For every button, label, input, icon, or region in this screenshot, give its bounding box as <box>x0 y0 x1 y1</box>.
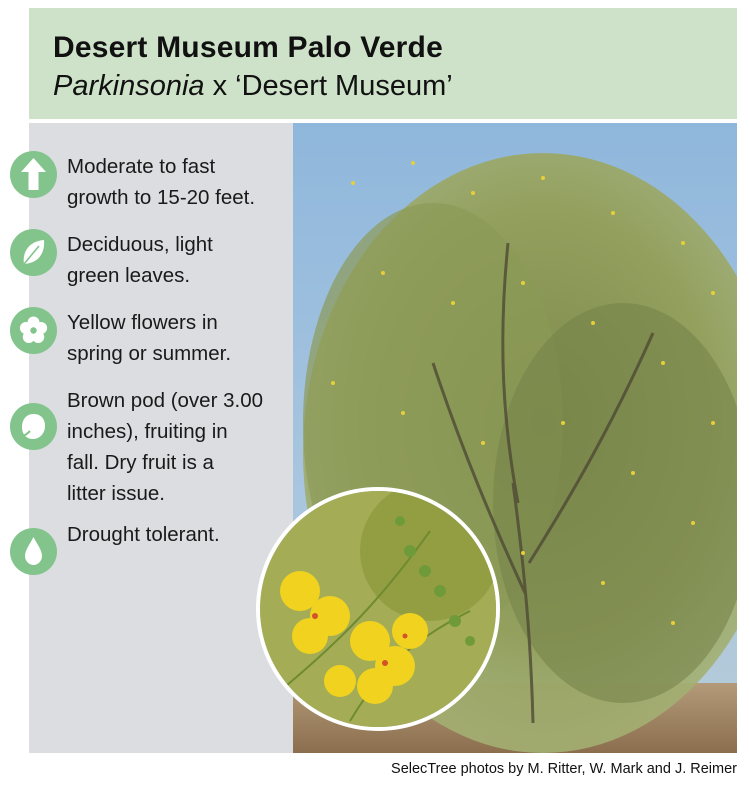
tree-scientific-name <box>53 67 737 105</box>
attributes-sidebar <box>29 123 293 753</box>
attribute-text: Moderate to fast growth to 15-20 feet. <box>67 155 256 209</box>
attribute-text: Yellow flowers in spring or summer. <box>67 311 232 365</box>
fruit-icon <box>10 403 57 450</box>
leaf-icon <box>10 229 57 276</box>
flower-icon <box>10 307 57 354</box>
scientific-genus: Parkinsonia <box>53 70 205 102</box>
scientific-cultivar: x ‘Desert Museum’ <box>204 70 453 102</box>
water-drop-icon <box>10 528 57 575</box>
photo-credit: SelecTree photos by M. Ritter, W. Mark and J. Reimer <box>391 761 737 777</box>
header-banner <box>29 8 737 119</box>
growth-arrow-icon <box>10 151 57 198</box>
attribute-text: Deciduous, light green leaves. <box>67 233 213 287</box>
tree-common-name: Desert Museum Palo Verde <box>53 31 443 64</box>
attribute-text: Brown pod (over 3.00 inches), fruiting in fall. Dry fruit is a litter issue. <box>67 389 264 505</box>
flower-closeup-photo <box>256 487 500 731</box>
attribute-text: Drought tolerant. <box>67 523 220 546</box>
